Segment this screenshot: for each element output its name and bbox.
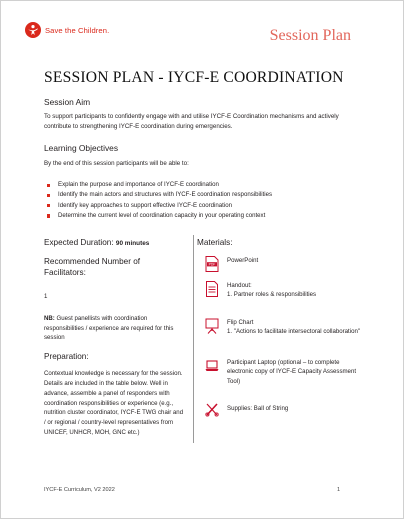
materials-column (197, 237, 367, 412)
material-item-handout: Handout: 1. Partner roles & responsibilities (205, 281, 365, 300)
material-item-laptop: Participant Laptop (optional – to complete electronic copy of IYCF-E Capacity Assessment Tool) (205, 358, 365, 386)
facilitators-label: Recommended Number of Facilitators: (44, 257, 141, 277)
child-figure-logo-icon (25, 22, 41, 38)
red-square-bullet-icon (47, 204, 50, 207)
save-the-children-logo (25, 22, 109, 38)
learning-objectives-heading: Learning Objectives (44, 143, 119, 153)
material-item-powerpoint: PDF PowerPoint (205, 256, 365, 272)
column-divider (193, 235, 194, 443)
objectives-list (44, 180, 364, 221)
red-square-bullet-icon (47, 194, 50, 197)
laptop-icon (205, 358, 219, 374)
org-name: Save the Children. (45, 25, 110, 35)
pdf-file-icon (205, 256, 219, 272)
red-square-bullet-icon (47, 184, 50, 187)
svg-text:PDF: PDF (208, 262, 216, 267)
list-item: Determine the current level of coordination capacity in your operating context (44, 211, 364, 221)
page-number: 1 (337, 487, 341, 493)
materials-heading: Materials: (197, 238, 233, 247)
flip-chart-icon (205, 318, 219, 334)
session-details-column (44, 237, 192, 438)
section-label: Session Plan (269, 27, 351, 44)
expected-duration: Expected Duration: 90 minutes (44, 238, 150, 247)
list-item: Identify key approaches to support effective IYCF-E coordination (44, 201, 364, 211)
session-aim-text: To support participants to confidently engage with and utilise IYCF-E Coordination mechanisms and actively contribute to strengthening IYCF-E coordination during emergencies. (44, 113, 339, 130)
list-item: Explain the purpose and importance of IYCF-E coordination (44, 180, 364, 190)
preparation-heading: Preparation: (44, 352, 89, 362)
scissors-pencil-icon (205, 401, 219, 417)
handout-document-icon (205, 281, 219, 297)
page-title: SESSION PLAN - IYCF-E COORDINATION (44, 69, 344, 86)
preparation-text: Contextual knowledge is necessary for the session. Details are included in the table below. Well in advance, assemble a panel of responders with coordination responsibilities or experience (e.g., nutrition cluster coordinator, IYCF-E TWG chair and / or regional / country-level representatives from UNICEF, UNHCR, MOH, GNC etc.) (44, 370, 184, 436)
footer-curriculum-version: IYCF-E Curriculum, V2 2022 (44, 487, 115, 493)
nb-note: NB: Guest panellists with coordination responsibilities / experience are required for this session (44, 314, 174, 342)
material-item-flip-chart: Flip Chart 1. "Actions to facilitate intersectoral collaboration" (205, 318, 365, 337)
material-item-supplies: Supplies: Ball of String (205, 401, 365, 417)
objectives-intro: By the end of this session participants will be able to: (44, 160, 189, 167)
red-square-bullet-icon (47, 214, 50, 217)
list-item: Identify the main actors and structures with IYCF-E coordination responsibilities (44, 190, 364, 200)
facilitators-value: 1 (44, 293, 48, 300)
session-aim-heading: Session Aim (44, 97, 91, 107)
